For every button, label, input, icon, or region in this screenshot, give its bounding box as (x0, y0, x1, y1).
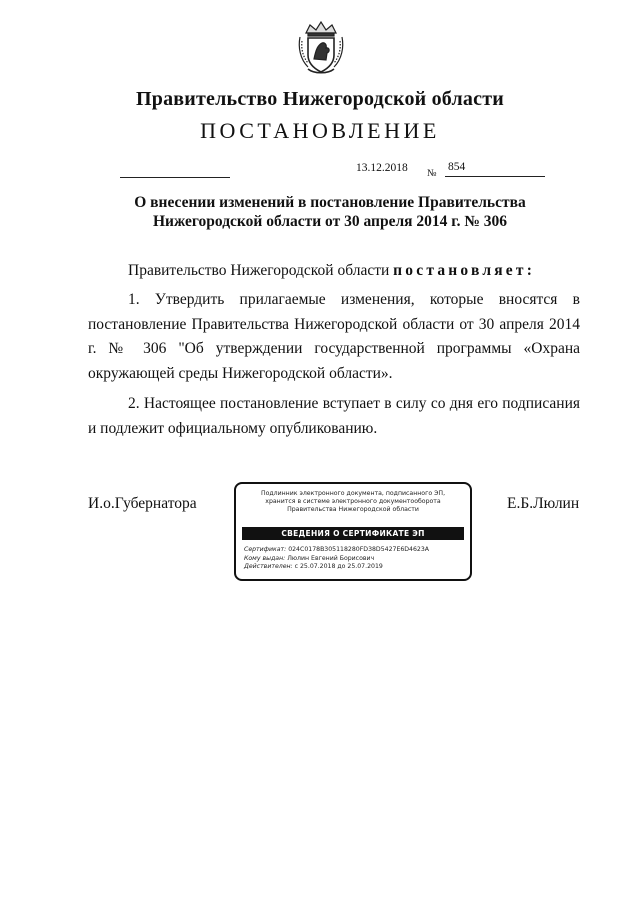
document-subject (90, 193, 570, 231)
organization-title: Правительство Нижегородской области (136, 88, 504, 110)
subject-line-1: О внесении изменений в постановление Правительства (134, 194, 526, 211)
number-sign: № (427, 168, 437, 179)
valid-row (244, 563, 429, 572)
signer-name: Е.Б.Люлин (507, 495, 580, 512)
stamp-header (244, 490, 462, 514)
certificate-row (244, 546, 429, 555)
signer-role: И.о.Губернатора (88, 495, 197, 512)
issued-to-value: Люлин Евгений Борисович (287, 554, 375, 562)
registration-blank-line (120, 177, 230, 178)
certificate-value: 024C0178B305118280FD38D5427E6D4623A (288, 546, 430, 553)
registration-number: 854 (448, 161, 466, 173)
subject-line-2: Нижегородской области от 30 апреля 2014 г. № 306 (152, 213, 508, 230)
stamp-certificate-banner: СВЕДЕНИЯ О СЕРТИФИКАТЕ ЭП (242, 527, 464, 540)
item-2-text: 2. Настоящее постановление вступает в силу со дня его подписания и подлежит официальному опубликованию. (88, 395, 580, 437)
document-type: ПОСТАНОВЛЕНИЕ (200, 118, 440, 143)
resolution-item-2 (88, 392, 580, 441)
stamp-header-line-2: хранится в системе электронного документооборота (265, 498, 441, 505)
registration-number-line (445, 176, 545, 177)
coat-of-arms-icon (296, 19, 346, 77)
resolution-item-1 (88, 288, 580, 386)
preamble-lead: Правительство Нижегородской области (128, 262, 390, 279)
stamp-header-line-1: Подлинник электронного документа, подписанного ЭП, (260, 490, 446, 497)
preamble-resolves: постановляет: (393, 262, 536, 279)
stamp-certificate-details (244, 546, 429, 572)
valid-label: Действителен: (244, 563, 293, 570)
issued-to-row (244, 555, 429, 564)
resolution-preamble (88, 259, 580, 284)
registration-date: 13.12.2018 (356, 162, 408, 174)
certificate-label: Сертификат: (244, 546, 287, 553)
item-1-text: 1. Утвердить прилагаемые изменения, которые вносятся в постановление Правительства Нижегородской области от 30 апреля 2014 г. № 306 "Об утверждении государственной программы «Охрана окружающей среды Нижегородской области». (88, 291, 580, 382)
electronic-signature-stamp (234, 482, 472, 581)
valid-value: с 25.07.2018 до 25.07.2019 (294, 563, 383, 570)
stamp-header-line-3: Правительства Нижегородской области (287, 506, 419, 513)
issued-to-label: Кому выдан: (244, 554, 286, 562)
